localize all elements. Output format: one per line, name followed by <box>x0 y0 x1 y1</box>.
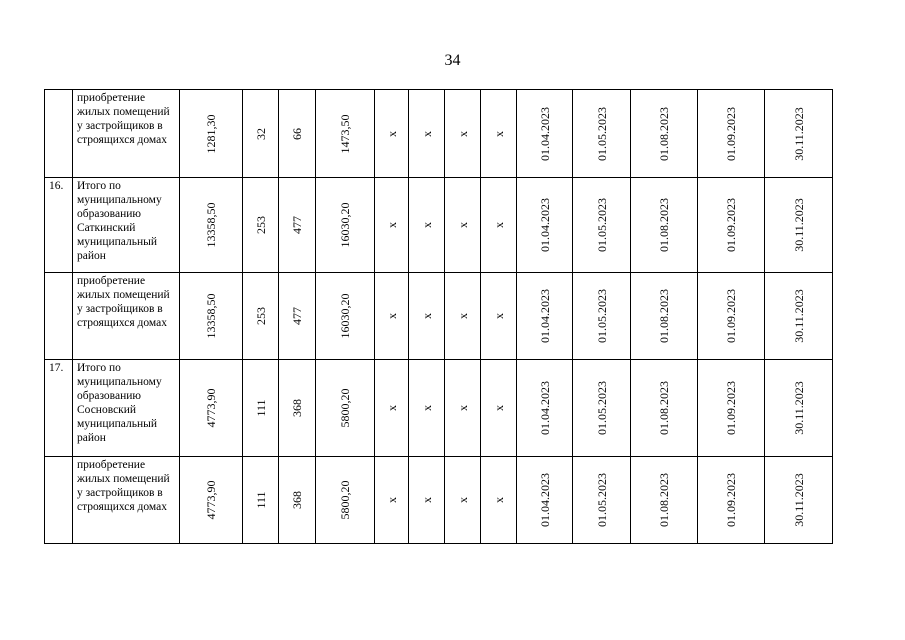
cell-value: 01.05.2023 <box>594 106 609 161</box>
date-cell <box>517 457 573 544</box>
date-cell <box>517 360 573 457</box>
cell-value: x <box>491 405 506 411</box>
mark-cell <box>375 273 409 360</box>
cell-value: 368 <box>290 399 304 417</box>
row-number <box>45 90 73 178</box>
cell-value: 4773,90 <box>204 480 218 520</box>
cell-value: 01.08.2023 <box>657 289 671 343</box>
date-cell <box>517 273 573 360</box>
row-number <box>45 457 73 544</box>
cell-value: x <box>491 222 506 228</box>
cell-value: 01.09.2023 <box>724 289 738 343</box>
date-cell <box>698 273 765 360</box>
mark-cell <box>481 273 517 360</box>
date-cell <box>765 178 833 273</box>
date-cell <box>517 178 573 273</box>
mark-cell <box>445 457 481 544</box>
mark-cell <box>409 90 445 178</box>
cell-value: x <box>491 497 506 503</box>
table-row <box>45 360 833 457</box>
families-cell <box>243 273 279 360</box>
cell-value: 01.04.2023 <box>537 106 552 161</box>
cell-value: x <box>419 130 434 137</box>
date-cell <box>631 360 698 457</box>
date-cell <box>698 360 765 457</box>
mark-cell <box>409 457 445 544</box>
table-row <box>45 273 833 360</box>
people-cell <box>279 178 316 273</box>
row-number: 17. <box>45 360 73 457</box>
cell-value: 13358,50 <box>204 293 218 339</box>
date-cell <box>573 90 631 178</box>
row-number: 16. <box>45 178 73 273</box>
date-cell <box>765 273 833 360</box>
mark-cell <box>445 273 481 360</box>
cell-value: x <box>455 130 470 137</box>
cell-value: 01.09.2023 <box>724 473 738 527</box>
cell-value: 01.08.2023 <box>657 473 671 527</box>
row-name: Итого по муниципальному образованию Саткинский муниципальный район <box>73 178 180 273</box>
date-cell <box>698 90 765 178</box>
cost-cell <box>180 178 243 273</box>
cost-cell <box>180 90 243 178</box>
cell-value: 01.05.2023 <box>594 473 609 527</box>
cell-value: 01.08.2023 <box>657 106 671 161</box>
mark-cell <box>375 457 409 544</box>
cell-value: 5800,20 <box>338 480 352 520</box>
families-cell <box>243 90 279 178</box>
program-table <box>44 89 833 544</box>
people-cell <box>279 457 316 544</box>
cell-value: 1473,50 <box>338 114 352 153</box>
cell-value: 01.09.2023 <box>724 381 738 435</box>
cell-value: x <box>491 130 506 137</box>
cell-value: 01.04.2023 <box>537 198 552 252</box>
mark-cell <box>375 178 409 273</box>
cell-value: 01.09.2023 <box>724 106 738 161</box>
cell-value: 66 <box>290 127 304 140</box>
date-cell <box>517 90 573 178</box>
cell-value: x <box>455 497 470 503</box>
cell-value: x <box>455 405 470 411</box>
cell-value: 01.09.2023 <box>724 198 738 252</box>
table-row <box>45 90 833 178</box>
row-name: приобретение жилых помещений у застройщиков в строящихся домах <box>73 273 180 360</box>
date-cell <box>765 360 833 457</box>
total-cost-cell <box>316 273 375 360</box>
mark-cell <box>375 360 409 457</box>
date-cell <box>573 360 631 457</box>
cell-value: x <box>384 222 399 228</box>
cell-value: 01.05.2023 <box>594 198 609 252</box>
cell-value: 30.11.2023 <box>791 106 806 161</box>
cell-value: 368 <box>290 491 304 509</box>
people-cell <box>279 360 316 457</box>
cell-value: 30.11.2023 <box>791 381 806 435</box>
cell-value: x <box>455 313 470 319</box>
cell-value: 30.11.2023 <box>791 198 806 252</box>
cell-value: 30.11.2023 <box>791 289 806 343</box>
cell-value: 253 <box>253 307 268 325</box>
cell-value: 1281,30 <box>204 114 218 153</box>
date-cell <box>573 457 631 544</box>
cell-value: 01.05.2023 <box>594 381 609 435</box>
cell-value: 111 <box>253 491 268 509</box>
cell-value: 253 <box>253 216 268 234</box>
cell-value: 5800,20 <box>338 388 352 428</box>
mark-cell <box>445 360 481 457</box>
cell-value: x <box>384 497 399 503</box>
date-cell <box>631 178 698 273</box>
date-cell <box>698 457 765 544</box>
cell-value: 16030,20 <box>338 293 352 339</box>
total-cost-cell <box>316 178 375 273</box>
cell-value: 13358,50 <box>204 202 218 248</box>
cell-value: 01.08.2023 <box>657 198 671 252</box>
mark-cell <box>445 178 481 273</box>
cell-value: 111 <box>253 399 268 417</box>
mark-cell <box>481 457 517 544</box>
families-cell <box>243 178 279 273</box>
cell-value: x <box>419 313 434 319</box>
row-name: приобретение жилых помещений у застройщиков в строящихся домах <box>73 457 180 544</box>
cell-value: x <box>419 405 434 411</box>
date-cell <box>765 457 833 544</box>
date-cell <box>573 178 631 273</box>
cell-value: 477 <box>290 216 304 234</box>
row-number <box>45 273 73 360</box>
mark-cell <box>375 90 409 178</box>
people-cell <box>279 273 316 360</box>
cost-cell <box>180 273 243 360</box>
mark-cell <box>409 178 445 273</box>
row-name: приобретение жилых помещений у застройщиков в строящихся домах <box>73 90 180 178</box>
cell-value: 30.11.2023 <box>791 473 806 527</box>
table-row <box>45 457 833 544</box>
cell-value: 01.04.2023 <box>537 381 552 435</box>
date-cell <box>698 178 765 273</box>
families-cell <box>243 360 279 457</box>
cell-value: x <box>384 313 399 319</box>
page-number: 34 <box>444 52 461 69</box>
cell-value: 16030,20 <box>338 202 352 248</box>
cell-value: 32 <box>253 127 268 140</box>
cell-value: x <box>491 313 506 319</box>
cell-value: x <box>419 222 434 228</box>
date-cell <box>765 90 833 178</box>
people-cell <box>279 90 316 178</box>
date-cell <box>573 273 631 360</box>
mark-cell <box>409 273 445 360</box>
mark-cell <box>481 90 517 178</box>
cell-value: x <box>384 130 399 137</box>
cost-cell <box>180 360 243 457</box>
cell-value: x <box>419 497 434 503</box>
cost-cell <box>180 457 243 544</box>
cell-value: 01.04.2023 <box>537 289 552 343</box>
date-cell <box>631 90 698 178</box>
table-row <box>45 178 833 273</box>
cell-value: x <box>384 405 399 411</box>
row-name: Итого по муниципальному образованию Сосновский муниципальный район <box>73 360 180 457</box>
mark-cell <box>409 360 445 457</box>
families-cell <box>243 457 279 544</box>
cell-value: 01.05.2023 <box>594 289 609 343</box>
mark-cell <box>481 360 517 457</box>
cell-value: 01.08.2023 <box>657 381 671 435</box>
mark-cell <box>445 90 481 178</box>
total-cost-cell <box>316 90 375 178</box>
cell-value: x <box>455 222 470 228</box>
total-cost-cell <box>316 360 375 457</box>
total-cost-cell <box>316 457 375 544</box>
date-cell <box>631 273 698 360</box>
cell-value: 477 <box>290 307 304 325</box>
cell-value: 4773,90 <box>204 388 218 428</box>
date-cell <box>631 457 698 544</box>
mark-cell <box>481 178 517 273</box>
cell-value: 01.04.2023 <box>537 473 552 527</box>
